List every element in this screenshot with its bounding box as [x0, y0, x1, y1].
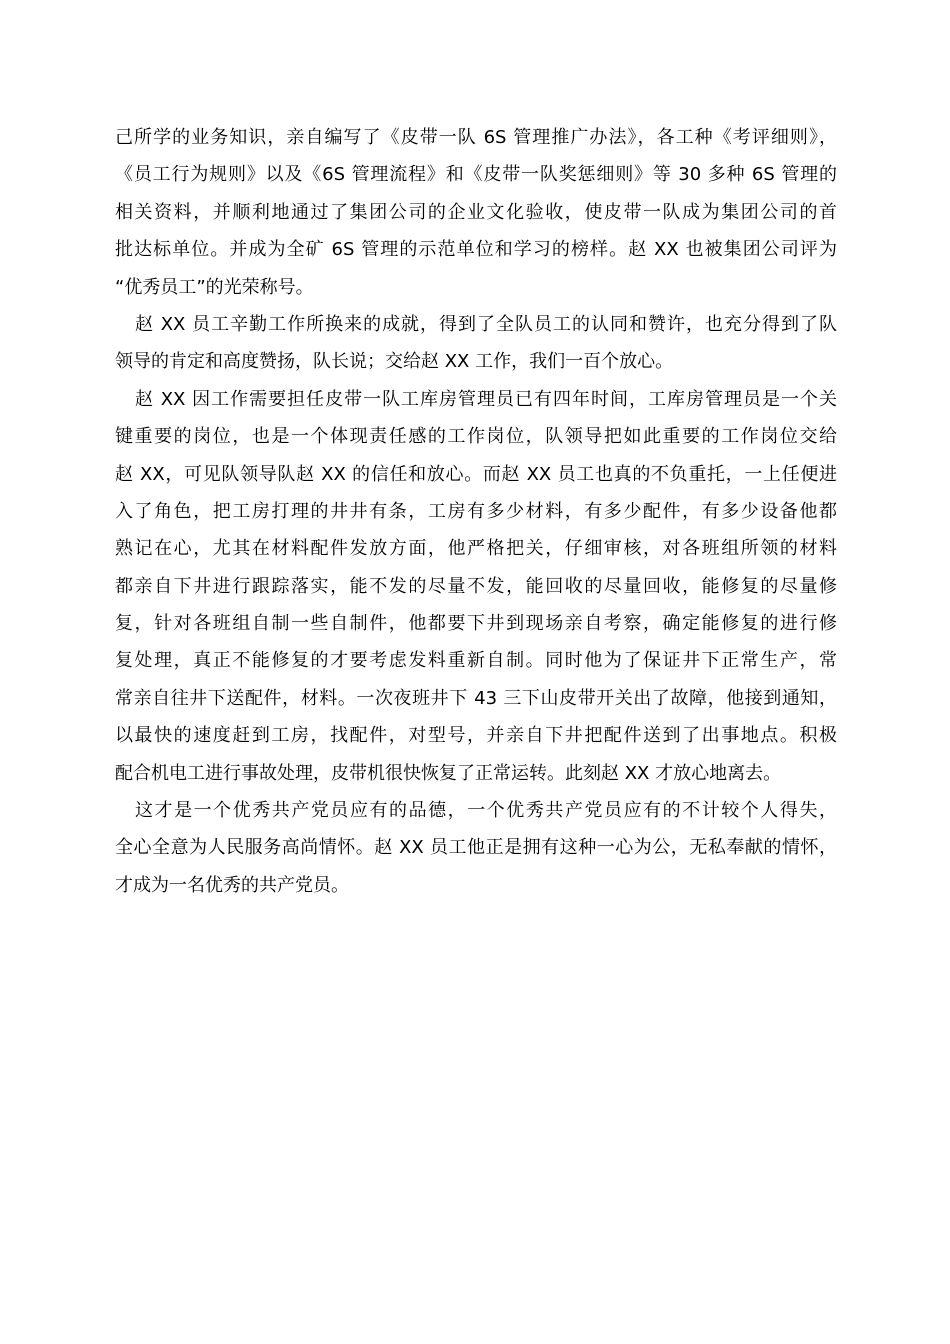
- text-line: 熟记在心，尤其在材料配件发放方面，他严格把关，仔细审核，对各班组所领的材料: [115, 538, 837, 560]
- paragraph-2: [115, 306, 837, 381]
- paragraph-4: [115, 792, 837, 904]
- text-line: “优秀员工”的光荣称号。: [115, 276, 314, 298]
- text-line: 都亲自下井进行跟踪落实，能不发的尽量不发，能回收的尽量回收，能修复的尽量修: [115, 575, 837, 597]
- document-body: [115, 119, 837, 904]
- text-line: 《员工行为规则》以及《6S 管理流程》和《皮带一队奖惩细则》等 30 多种 6S 管理的: [115, 164, 837, 186]
- text-line: 配合机电工进行事故处理，皮带机很快恢复了正常运转。此刻赵 XX 才放心地离去。: [115, 762, 782, 784]
- text-line: 相关资料，并顺利地通过了集团公司的企业文化验收，使皮带一队成为集团公司的首: [115, 201, 837, 223]
- text-line: 复，针对各班组自制一些自制件，他都要下井到现场亲自考察，确定能修复的进行修: [115, 613, 837, 635]
- text-line: 常亲自往井下送配件，材料。一次夜班井下 43 三下山皮带开关出了故障，他接到通知，: [115, 687, 837, 709]
- text-line: 入了角色，把工房打理的井井有条，工房有多少材料，有多少配件，有多少设备他都: [115, 500, 837, 522]
- text-line: 赵 XX 员工辛勤工作所换来的成就，得到了全队员工的认同和赞许，也充分得到了队: [135, 313, 837, 335]
- text-line: 己所学的业务知识，亲自编写了《皮带一队 6S 管理推广办法》，各工种《考评细则》，: [115, 127, 837, 148]
- paragraph-3: [115, 381, 837, 792]
- text-line: 复处理，真正不能修复的才要考虑发料重新自制。同时他为了保证井下正常生产，常: [115, 650, 837, 672]
- text-line: 以最快的速度赶到工房，找配件，对型号，并亲自下井把配件送到了出事地点。积极: [115, 725, 837, 747]
- text-line: 这才是一个优秀共产党员应有的品德，一个优秀共产党员应有的不计较个人得失，: [135, 800, 837, 822]
- text-line: 键重要的岗位，也是一个体现责任感的工作岗位，队领导把如此重要的工作岗位交给: [115, 426, 837, 448]
- text-line: 赵 XX 因工作需要担任皮带一队工库房管理员已有四年时间，工库房管理员是一个关: [135, 388, 837, 410]
- text-line: 全心全意为人民服务高尚情怀。赵 XX 员工他正是拥有这种一心为公，无私奉献的情怀，: [115, 837, 837, 859]
- text-line: 赵 XX，可见队领导队赵 XX 的信任和放心。而赵 XX 员工也真的不负重托，一上任便进: [115, 463, 837, 485]
- text-line: 才成为一名优秀的共产党员。: [115, 874, 349, 896]
- text-line: 批达标单位。并成为全矿 6S 管理的示范单位和学习的榜样。赵 XX 也被集团公司评为: [115, 239, 837, 261]
- text-line: 领导的肯定和高度赞扬，队长说；交给赵 XX 工作，我们一百个放心。: [115, 351, 674, 373]
- paragraph-1: [115, 119, 837, 306]
